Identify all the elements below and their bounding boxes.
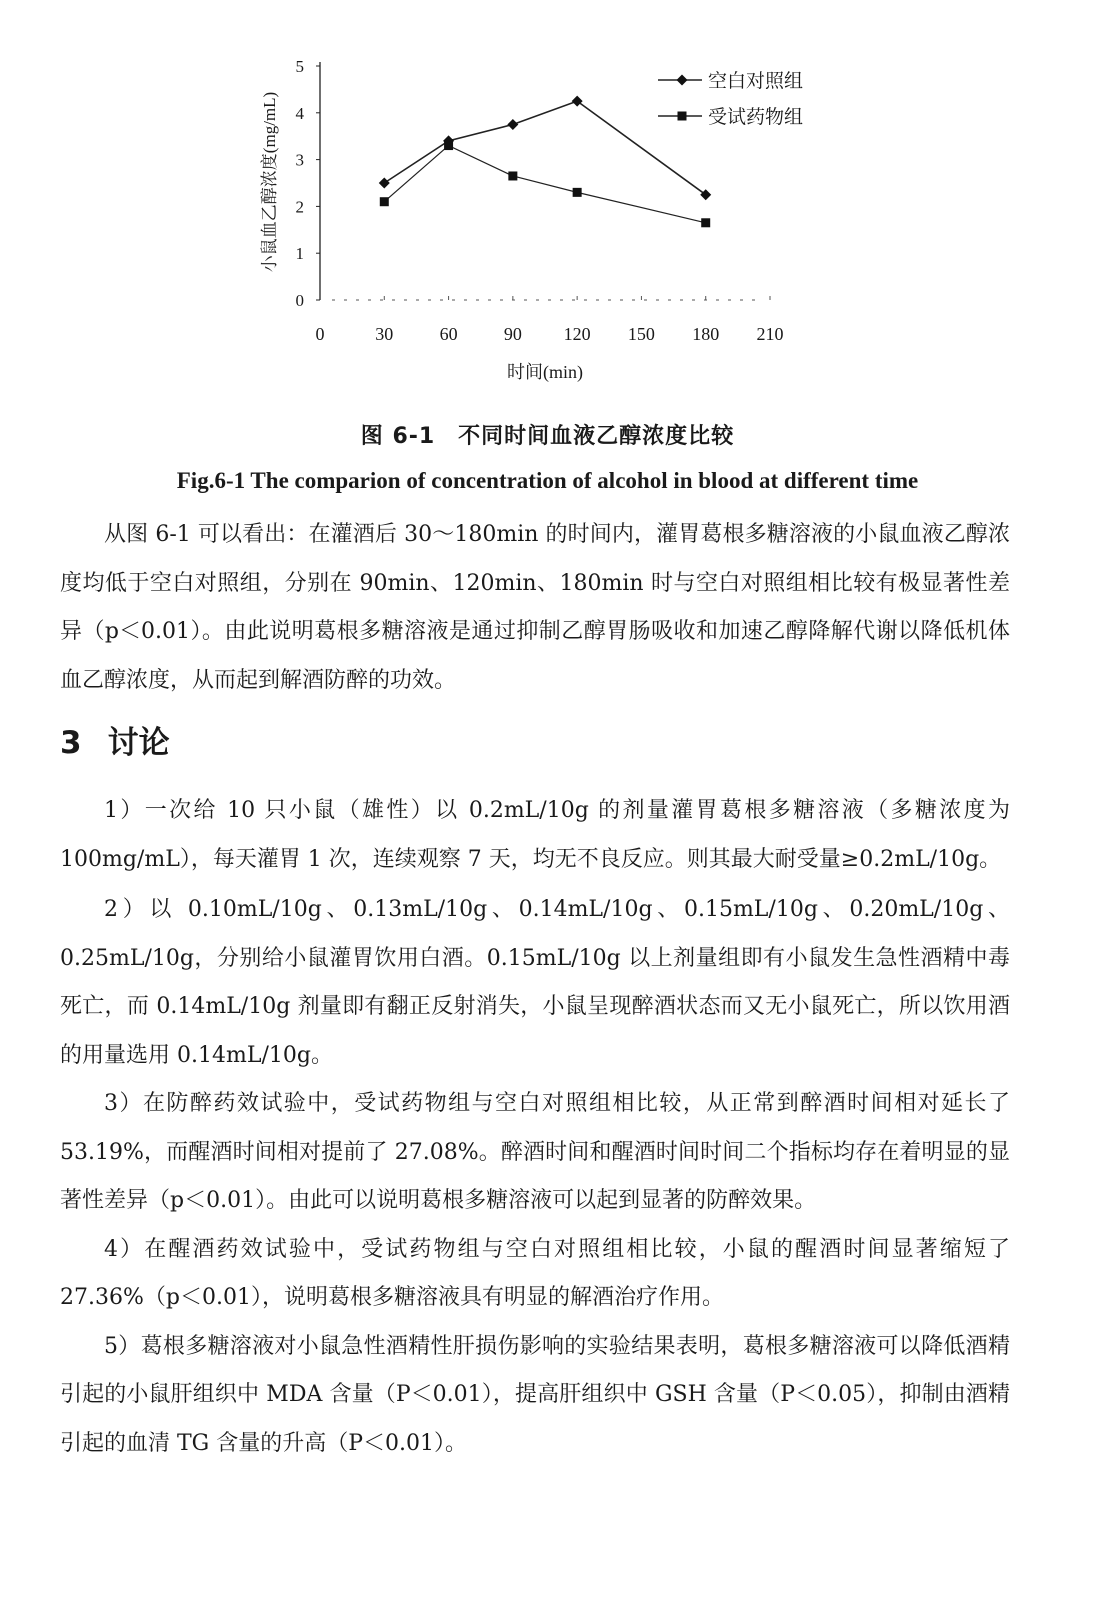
- figure-caption-en: Fig.6-1 The comparion of concentration of alcohol in blood at different time: [176, 468, 919, 493]
- y-tick-label: 1: [295, 244, 304, 264]
- section-heading: [60, 717, 170, 762]
- y-tick-label: 3: [295, 150, 304, 170]
- data-point-s2: [444, 141, 453, 150]
- x-tick-label: 60: [439, 324, 458, 344]
- discussion-item-5: 5）葛根多糖溶液对小鼠急性酒精性肝损伤影响的实验结果表明，葛根多糖溶液可以降低酒精引起的小鼠肝组织中 MDA 含量（P＜0.01），提高肝组织中 GSH 含量（P＜0.05），抑制由酒精引起的血清 TG 含量的升高（P＜0.01）。: [60, 1333, 1010, 1456]
- data-point-s2: [573, 188, 582, 197]
- x-tick-label: 180: [692, 324, 720, 344]
- y-tick-label: 4: [295, 103, 304, 123]
- y-tick-label: 0: [295, 291, 304, 310]
- chart-legend: [658, 70, 803, 128]
- section-title: 讨论: [107, 725, 170, 761]
- section-number: 3: [60, 725, 82, 761]
- results-paragraph: 从图 6-1 可以看出：在灌酒后 30～180min 的时间内，灌胃葛根多糖溶液的小鼠血液乙醇浓度均低于空白对照组，分别在 90min、120min、180min 时与空白对照组相比较有极显著性差异（p＜0.01）。由此说明葛根多糖溶液是通过抑制乙醇胃肠吸收和加速乙醇降解代谢以降低机体血乙醇浓度，从而起到解酒防醉的功效。: [60, 522, 1010, 693]
- x-tick-label: 120: [563, 324, 591, 344]
- series-line-2: [384, 146, 705, 223]
- legend-label: 空白对照组: [708, 71, 804, 92]
- legend-marker: [678, 112, 687, 121]
- x-tick-label: 210: [756, 324, 784, 344]
- x-axis: [316, 296, 784, 344]
- data-point-s1: [379, 178, 390, 189]
- x-tick-label: 0: [315, 324, 325, 344]
- discussion-item-3: 3）在防醉药效试验中，受试药物组与空白对照组相比较，从正常到醉酒时间相对延长了 53.19%，而醒酒时间相对提前了 27.08%。醉酒时间和醒酒时间时间二个指标均存在着明显的显著性差异（p＜0.01）。由此可以说明葛根多糖溶液可以起到显著的防醉效果。: [60, 1091, 1010, 1213]
- data-point-s1: [700, 189, 711, 200]
- line-chart: [0, 0, 1095, 400]
- legend-marker: [677, 75, 688, 86]
- data-point-s2: [701, 218, 710, 227]
- y-tick-label: 2: [295, 197, 304, 217]
- x-tick-label: 30: [375, 324, 394, 344]
- discussion-list: [60, 787, 1010, 1468]
- series-line-1: [384, 101, 705, 195]
- data-point-s2: [380, 197, 389, 206]
- x-tick-label: 90: [503, 324, 522, 344]
- y-tick-label: 5: [295, 57, 304, 76]
- discussion-item-2: 2）以 0.10mL/10g、0.13mL/10g、0.14mL/10g、0.15mL/10g、0.20mL/10g、0.25mL/10g，分别给小鼠灌胃饮用白酒。0.15mL/10g 以上剂量组即有小鼠发生急性酒精中毒死亡，而 0.14mL/10g 剂量即有翻正反射消失，小鼠呈现醉酒状态而又无小鼠死亡，所以饮用酒的用量选用 0.14mL/10g。: [60, 897, 1010, 1068]
- data-point-s1: [507, 119, 518, 130]
- y-axis-label: 小鼠血乙醇浓度(mg/mL): [260, 91, 279, 273]
- data-point-s2: [508, 171, 517, 180]
- data-point-s1: [572, 96, 583, 107]
- discussion-item-4: 4）在醒酒药效试验中，受试药物组与空白对照组相比较，小鼠的醒酒时间显著缩短了 27.36%（p＜0.01），说明葛根多糖溶液具有明显的解酒治疗作用。: [60, 1236, 1010, 1310]
- x-tick-label: 150: [627, 324, 655, 344]
- figure-caption-cn: 图 6-1 不同时间血液乙醇浓度比较: [360, 424, 735, 449]
- discussion-item-1: 1）一次给 10 只小鼠（雄性）以 0.2mL/10g 的剂量灌胃葛根多糖溶液（多糖浓度为 100mg/mL），每天灌胃 1 次，连续观察 7 天，均无不良反应。则其最大耐受量≥0.2mL/10g。: [60, 798, 1010, 872]
- legend-label: 受试药物组: [708, 107, 804, 128]
- y-axis: [296, 57, 321, 310]
- x-axis-label: 时间(min): [507, 362, 583, 382]
